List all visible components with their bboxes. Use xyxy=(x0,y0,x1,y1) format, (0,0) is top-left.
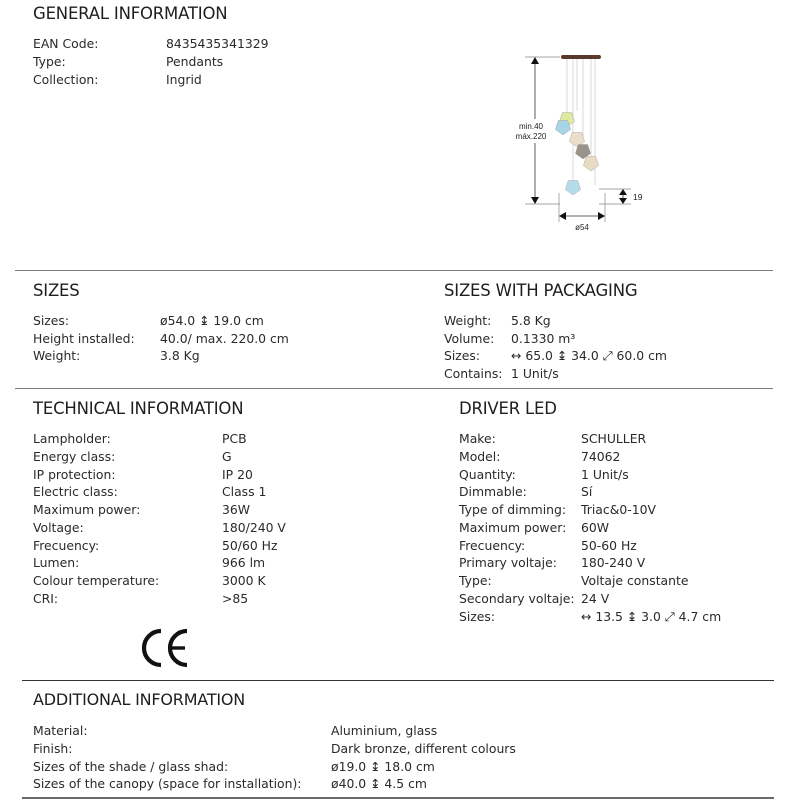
row-value: 40.0/ max. 220.0 cm xyxy=(160,331,289,346)
row-value: 1 Unit/s xyxy=(511,366,559,381)
row-value: 24 V xyxy=(581,590,610,606)
row-value: 3000 K xyxy=(222,573,266,588)
row-label: Model: xyxy=(459,448,501,464)
arrow-down-icon xyxy=(531,197,539,204)
row-label: IP protection: xyxy=(33,466,116,482)
row-label: Secondary voltaje: xyxy=(459,590,575,606)
row-label: EAN Code: xyxy=(33,36,99,51)
row-label: Finish: xyxy=(33,740,73,756)
glass-shade xyxy=(555,121,570,136)
row-label: Electric class: xyxy=(33,484,118,500)
row-value: IP 20 xyxy=(222,466,253,482)
row-label: Energy class: xyxy=(33,448,116,464)
row-label: Material: xyxy=(33,723,88,738)
row-value: 8435435341329 xyxy=(166,36,269,51)
row-value: ø54.0 ↨ 19.0 cm xyxy=(160,313,264,328)
glass-shade xyxy=(583,157,598,172)
row-value: Ingrid xyxy=(166,72,202,87)
row-label: Type of dimming: xyxy=(459,502,567,517)
row-label: Type: xyxy=(33,54,66,69)
row-value: 60W xyxy=(581,519,610,535)
row-value: Triac&0-10V xyxy=(581,502,656,517)
row-label: Weight: xyxy=(444,313,492,328)
row-value: G xyxy=(222,448,232,464)
row-value: 74062 xyxy=(581,448,621,464)
row-value: ↔ 13.5 ↨ 3.0 ⤢ 4.7 cm xyxy=(581,608,722,624)
row-label: Frecuency: xyxy=(459,537,526,553)
section-divider xyxy=(15,270,773,271)
row-value: Pendants xyxy=(166,54,224,69)
row-value: >85 xyxy=(222,590,249,606)
row-label: Collection: xyxy=(33,72,99,87)
row-value: Aluminium, glass xyxy=(331,723,438,738)
row-label: Sizes: xyxy=(459,608,496,624)
row-label: Sizes: xyxy=(33,313,70,328)
additional-information-heading: ADDITIONAL INFORMATION xyxy=(33,690,246,709)
row-label: Voltage: xyxy=(33,519,84,535)
arrow-up-icon xyxy=(531,57,539,64)
row-value: PCB xyxy=(222,431,247,446)
row-value: 966 lm xyxy=(222,555,266,571)
height-max-label: máx.220 xyxy=(515,132,547,141)
row-label: CRI: xyxy=(33,590,59,606)
row-label: Colour temperature: xyxy=(33,573,160,588)
row-label: Make: xyxy=(459,431,496,446)
height-min-label: min.40 xyxy=(518,122,544,131)
section-divider xyxy=(22,797,774,799)
shade-height-label: 19 xyxy=(633,192,643,202)
technical-information-heading: TECHNICAL INFORMATION xyxy=(33,399,244,418)
row-value: Sí xyxy=(581,484,593,500)
row-label: Sizes of the shade / glass shad: xyxy=(33,758,229,774)
diameter-label: ø54 xyxy=(575,223,589,232)
row-value: Dark bronze, different colours xyxy=(331,740,516,756)
driver-led-heading: DRIVER LED xyxy=(459,399,557,418)
row-value: 0.1330 m³ xyxy=(511,331,576,346)
row-label: Maximum power: xyxy=(459,519,567,535)
row-label: Primary voltaje: xyxy=(459,555,557,571)
diameter-dimension xyxy=(559,193,605,232)
row-label: Volume: xyxy=(444,331,495,346)
row-value: ↔ 65.0 ↨ 34.0 ⤢ 60.0 cm xyxy=(511,348,667,363)
section-divider xyxy=(15,388,773,389)
row-value: SCHULLER xyxy=(581,431,647,446)
row-label: Maximum power: xyxy=(33,502,141,517)
row-label: Height installed: xyxy=(33,331,135,346)
row-value: 180-240 V xyxy=(581,555,646,571)
section-divider xyxy=(22,680,774,681)
row-value: 50/60 Hz xyxy=(222,537,278,553)
row-label: Lumen: xyxy=(33,555,80,571)
row-label: Weight: xyxy=(33,348,81,363)
row-label: Quantity: xyxy=(459,466,516,482)
row-value: Class 1 xyxy=(222,484,267,500)
general-information-heading: GENERAL INFORMATION xyxy=(33,4,228,23)
cables xyxy=(567,59,595,193)
glass-shades xyxy=(555,113,598,196)
row-label: Dimmable: xyxy=(459,484,527,500)
ce-mark-icon xyxy=(139,627,195,669)
glass-shade xyxy=(565,181,580,196)
height-dimension xyxy=(515,57,560,204)
row-value: 50-60 Hz xyxy=(581,537,637,553)
row-value: 1 Unit/s xyxy=(581,466,629,482)
row-label: Type: xyxy=(459,573,492,588)
canopy xyxy=(561,55,601,59)
row-value: 3.8 Kg xyxy=(160,348,200,363)
row-value: 5.8 Kg xyxy=(511,313,551,328)
sizes-heading: SIZES xyxy=(33,281,80,300)
row-label: Lampholder: xyxy=(33,431,111,446)
product-dimension-diagram xyxy=(515,45,655,240)
packaging-heading: SIZES WITH PACKAGING xyxy=(444,281,638,300)
row-value: ø40.0 ↨ 4.5 cm xyxy=(331,776,427,792)
row-value: Voltaje constante xyxy=(581,573,689,588)
row-value: ø19.0 ↨ 18.0 cm xyxy=(331,758,435,774)
row-value: 180/240 V xyxy=(222,519,286,535)
shade-height-dimension xyxy=(599,189,643,204)
row-label: Frecuency: xyxy=(33,537,100,553)
row-value: 36W xyxy=(222,502,251,517)
row-label: Contains: xyxy=(444,366,503,381)
row-label: Sizes: xyxy=(444,348,481,363)
row-label: Sizes of the canopy (space for installation): xyxy=(33,776,302,792)
